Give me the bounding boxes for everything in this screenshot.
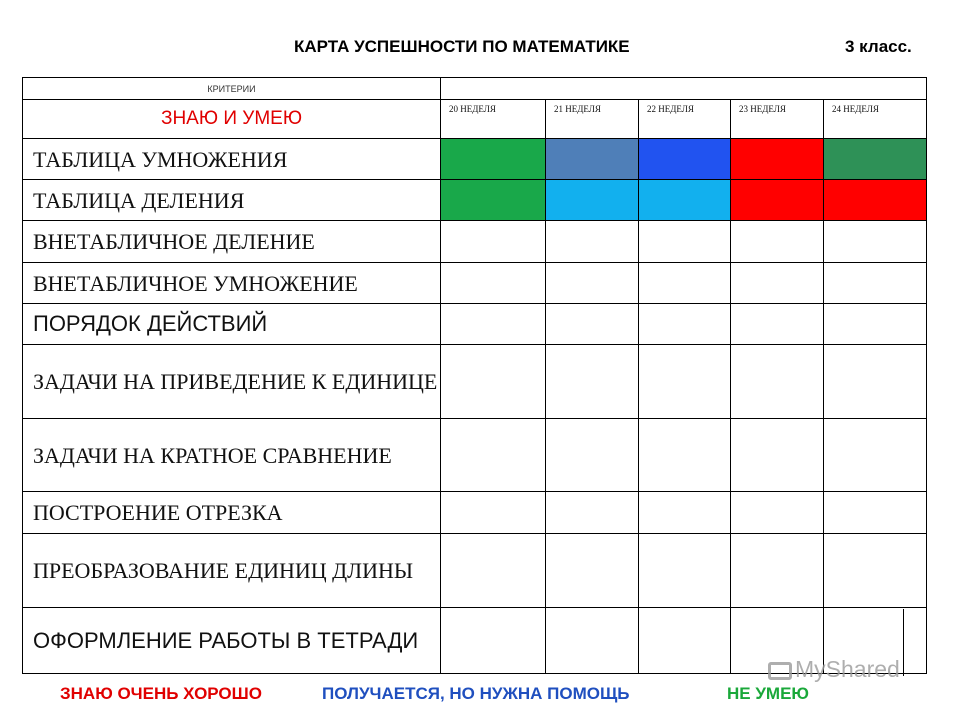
week-cell	[731, 221, 824, 263]
criterion-label: ВНЕТАБЛИЧНОЕ УМНОЖЕНИЕ	[23, 263, 441, 304]
week-header: 20 НЕДЕЛЯ	[441, 100, 546, 139]
week-cell	[546, 345, 639, 419]
week-cell	[824, 263, 927, 304]
week-cell	[546, 492, 639, 534]
week-cell	[639, 345, 731, 419]
week-cell	[639, 221, 731, 263]
week-cell	[731, 180, 824, 221]
week-cell	[546, 304, 639, 345]
week-header-row	[23, 100, 927, 139]
week-cell	[824, 534, 927, 608]
page-title: КАРТА УСПЕШНОСТИ ПО МАТЕМАТИКЕ	[294, 37, 630, 56]
week-cell	[731, 304, 824, 345]
criteria-header-blank	[441, 78, 927, 100]
week-cell	[546, 221, 639, 263]
week-cell	[731, 419, 824, 492]
week-cell	[546, 608, 639, 674]
week-cell	[824, 304, 927, 345]
week-header: 24 НЕДЕЛЯ	[824, 100, 927, 139]
week-cell	[639, 263, 731, 304]
week-cell	[639, 608, 731, 674]
table-row	[23, 345, 927, 419]
week-cell	[731, 492, 824, 534]
criterion-label: ЗАДАЧИ НА ПРИВЕДЕНИЕ К ЕДИНИЦЕ	[23, 345, 441, 419]
week-cell	[731, 139, 824, 180]
table-row	[23, 492, 927, 534]
watermark-text: MyShared	[795, 656, 900, 682]
week-cell	[441, 608, 546, 674]
week-cell	[441, 139, 546, 180]
criterion-label: ТАБЛИЦА ДЕЛЕНИЯ	[23, 180, 441, 221]
criterion-label: ПОСТРОЕНИЕ ОТРЕЗКА	[23, 492, 441, 534]
week-cell	[441, 534, 546, 608]
criterion-label: ТАБЛИЦА УМНОЖЕНИЯ	[23, 139, 441, 180]
week-cell	[824, 492, 927, 534]
week-cell	[441, 221, 546, 263]
table-row	[23, 139, 927, 180]
legend-very-good: ЗНАЮ ОЧЕНЬ ХОРОШО	[60, 684, 262, 703]
criterion-label: ПОРЯДОК ДЕЙСТВИЙ	[23, 304, 441, 345]
week-cell	[824, 345, 927, 419]
week-cell	[441, 345, 546, 419]
week-cell	[639, 139, 731, 180]
table-row	[23, 221, 927, 263]
success-table	[22, 77, 927, 674]
week-cell	[639, 492, 731, 534]
criteria-header: КРИТЕРИИ	[23, 78, 441, 100]
week-cell	[441, 180, 546, 221]
week-cell	[441, 419, 546, 492]
week-cell	[824, 139, 927, 180]
week-cell	[731, 534, 824, 608]
week-cell	[731, 263, 824, 304]
know-header: ЗНАЮ И УМЕЮ	[23, 100, 441, 139]
legend-dont-know: НЕ УМЕЮ	[727, 684, 809, 703]
week-header: 22 НЕДЕЛЯ	[639, 100, 731, 139]
presentation-icon	[768, 662, 792, 680]
table-row	[23, 304, 927, 345]
week-cell	[546, 419, 639, 492]
criterion-label: ОФОРМЛЕНИЕ РАБОТЫ В ТЕТРАДИ	[23, 608, 441, 674]
week-cell	[824, 419, 927, 492]
week-cell	[546, 139, 639, 180]
week-cell	[441, 304, 546, 345]
week-cell	[824, 221, 927, 263]
week-cell	[441, 492, 546, 534]
week-header: 21 НЕДЕЛЯ	[546, 100, 639, 139]
week-cell	[546, 534, 639, 608]
week-cell	[731, 345, 824, 419]
table-row	[23, 419, 927, 492]
week-cell	[639, 304, 731, 345]
week-header: 23 НЕДЕЛЯ	[731, 100, 824, 139]
criteria-header-row	[23, 78, 927, 100]
criterion-label: ЗАДАЧИ НА КРАТНОЕ СРАВНЕНИЕ	[23, 419, 441, 492]
week-cell	[546, 180, 639, 221]
table-row	[23, 263, 927, 304]
week-cell	[639, 180, 731, 221]
week-cell	[639, 419, 731, 492]
table-row	[23, 534, 927, 608]
week-cell	[824, 180, 927, 221]
criterion-label: ВНЕТАБЛИЧНОЕ ДЕЛЕНИЕ	[23, 221, 441, 263]
week-cell	[441, 263, 546, 304]
watermark	[768, 656, 900, 683]
table-row	[23, 180, 927, 221]
grade-label: 3 класс.	[845, 37, 912, 56]
week-cell	[546, 263, 639, 304]
divider-line	[903, 609, 904, 676]
criterion-label: ПРЕОБРАЗОВАНИЕ ЕДИНИЦ ДЛИНЫ	[23, 534, 441, 608]
legend-needs-help: ПОЛУЧАЕТСЯ, НО НУЖНА ПОМОЩЬ	[322, 684, 630, 703]
week-cell	[639, 534, 731, 608]
